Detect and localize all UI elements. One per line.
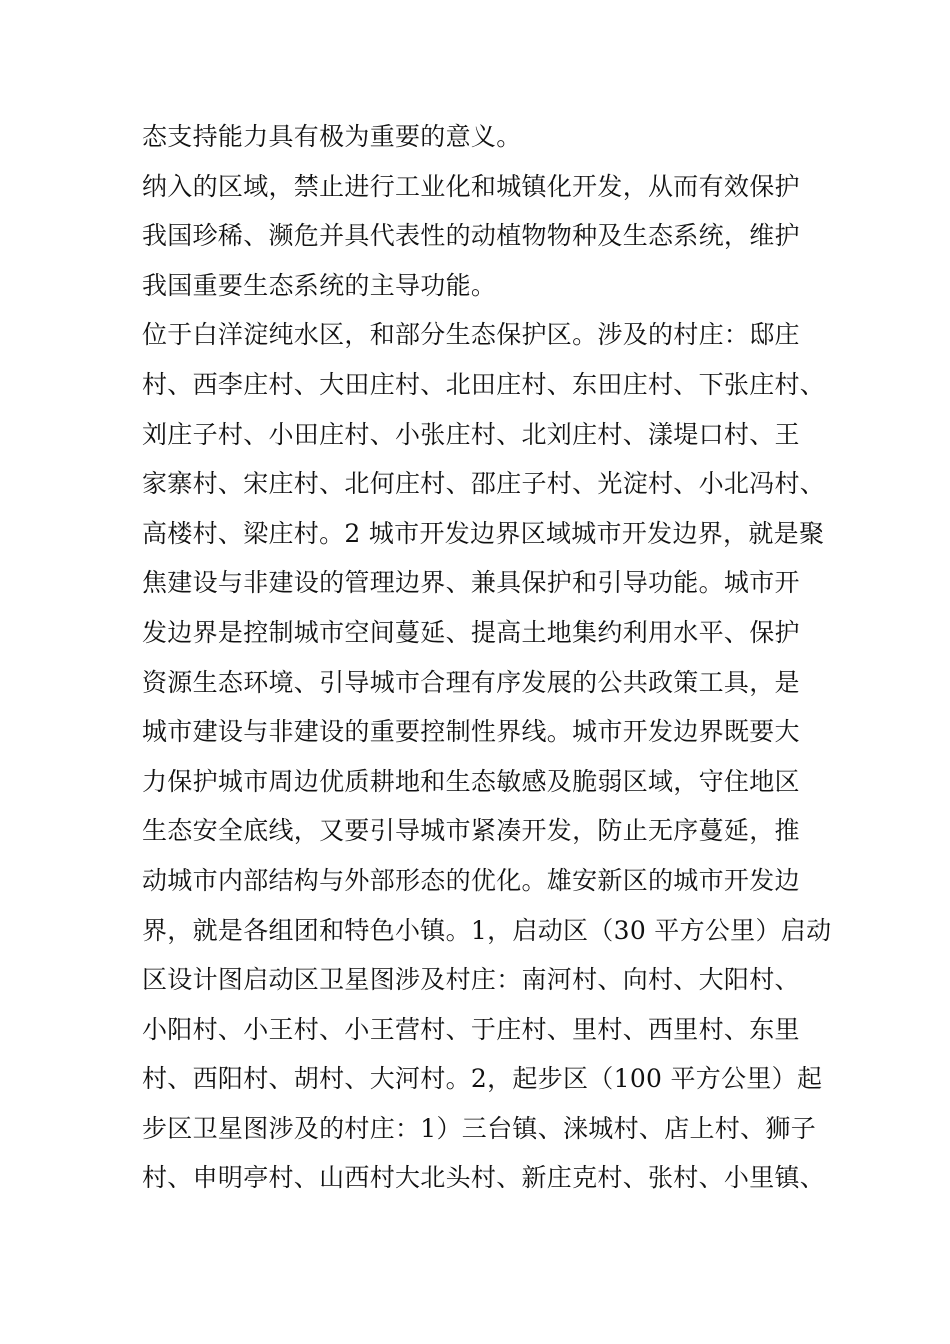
text-line-18: 区设计图启动区卫星图涉及村庄：南河村、向村、大阳村、 — [142, 965, 800, 995]
document-body — [142, 112, 832, 1203]
text-line-15: 生态安全底线，又要引导城市紧凑开发，防止无序蔓延，推 — [142, 816, 800, 846]
text-line-5: 位于白洋淀纯水区，和部分生态保护区。涉及的村庄：邸庄 — [142, 320, 800, 350]
text-line-7: 刘庄子村、小田庄村、小张庄村、北刘庄村、漾堤口村、王 — [142, 419, 800, 449]
text-line-13: 城市建设与非建设的重要控制性界线。城市开发边界既要大 — [142, 717, 800, 747]
text-line-21: 步区卫星图涉及的村庄：1）三台镇、涞城村、店上村、狮子 — [142, 1113, 817, 1143]
text-line-8: 家寨村、宋庄村、北何庄村、邵庄子村、光淀村、小北冯村、 — [142, 469, 826, 499]
text-line-3: 我国珍稀、濒危并具代表性的动植物物种及生态系统，维护 — [142, 221, 800, 251]
text-line-4: 我国重要生态系统的主导功能。 — [142, 270, 497, 300]
text-line-1: 态支持能力具有极为重要的意义。 — [142, 122, 522, 151]
text-line-16: 动城市内部结构与外部形态的优化。雄安新区的城市开发边 — [142, 865, 800, 895]
text-line-9: 高楼村、梁庄村。2 城市开发边界区域城市开发边界，就是聚 — [142, 518, 825, 548]
text-line-20: 村、西阳村、胡村、大河村。2，起步区（100 平方公里）起 — [142, 1064, 823, 1094]
text-line-14: 力保护城市周边优质耕地和生态敏感及脆弱区域，守住地区 — [142, 766, 800, 796]
text-line-2: 纳入的区域，禁止进行工业化和城镇化开发，从而有效保护 — [142, 171, 800, 201]
text-line-17: 界，就是各组团和特色小镇。1，启动区（30 平方公里）启动 — [142, 915, 832, 945]
text-line-6: 村、西李庄村、大田庄村、北田庄村、东田庄村、下张庄村、 — [142, 369, 826, 399]
text-line-22: 村、申明亭村、山西村大北头村、新庄克村、张村、小里镇、 — [142, 1163, 826, 1193]
text-line-10: 焦建设与非建设的管理边界、兼具保护和引导功能。城市开 — [142, 568, 800, 598]
text-line-12: 资源生态环境、引导城市合理有序发展的公共政策工具，是 — [142, 667, 800, 697]
text-line-19: 小阳村、小王村、小王营村、于庄村、里村、西里村、东里 — [142, 1014, 800, 1044]
text-line-11: 发边界是控制城市空间蔓延、提高土地集约利用水平、保护 — [142, 617, 800, 647]
